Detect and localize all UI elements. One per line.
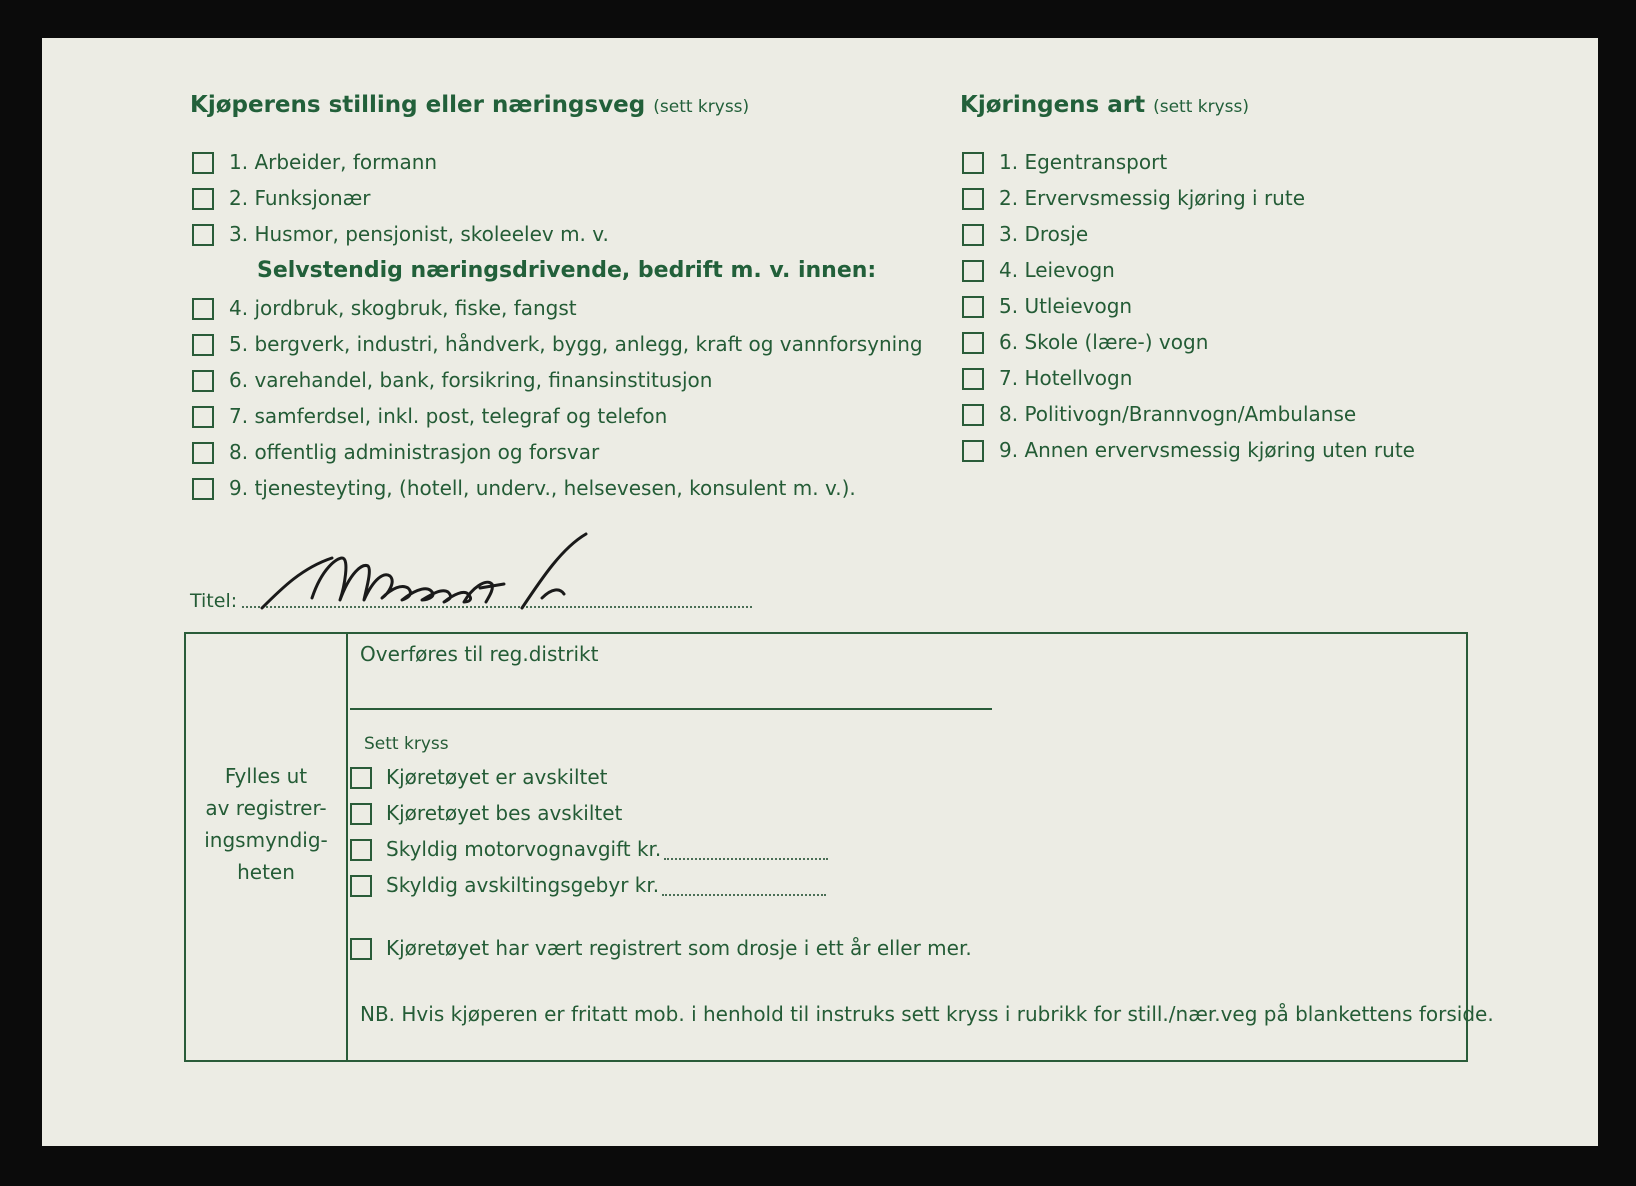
buyer-occupation-heading: [190, 92, 749, 118]
checkbox-varehandel[interactable]: [192, 370, 214, 392]
registration-side-label: [188, 760, 344, 888]
checkbox-avskiltingsgebyr[interactable]: [350, 875, 372, 897]
checkbox-drosje[interactable]: [962, 224, 984, 246]
checkbox-drosje-ett-ar[interactable]: [350, 938, 372, 960]
transfer-district-label: Overføres til reg.distrikt: [360, 642, 599, 666]
option-politivogn: 8. Politivogn/Brannvogn/Ambulanse: [999, 402, 1357, 426]
side-label-line-3: ingsmyndig-: [204, 828, 328, 852]
checkbox-jordbruk[interactable]: [192, 298, 214, 320]
titel-label: Titel:: [190, 590, 238, 612]
option-bes-avskiltet: Kjøretøyet bes avskiltet: [386, 801, 623, 825]
option-offentlig: 8. offentlig administrasjon og forsvar: [229, 440, 600, 464]
option-varehandel: 6. varehandel, bank, forsikring, finansinstitusjon: [229, 368, 713, 392]
option-rute: 2. Ervervsmessig kjøring i rute: [999, 186, 1305, 210]
checkbox-skolevogn[interactable]: [962, 332, 984, 354]
buyer-occupation-heading-note: (sett kryss): [653, 97, 750, 117]
checkbox-tjenesteyting[interactable]: [192, 478, 214, 500]
sett-kryss-label: Sett kryss: [364, 734, 449, 754]
motorvognavgift-amount-line[interactable]: [664, 858, 828, 860]
option-drosje-ett-ar: Kjøretøyet har vært registrert som drosje i ett år eller mer.: [386, 936, 972, 960]
registration-box: [184, 632, 1468, 1062]
driving-type-heading-text: Kjøringens art: [960, 92, 1146, 118]
registration-box-divider: [346, 632, 348, 1062]
handwritten-signature: [242, 528, 662, 618]
mobilization-note: NB. Hvis kjøperen er fritatt mob. i henhold til instruks sett kryss i rubrikk for still./nær.veg på blankettens forside.: [360, 1002, 1494, 1026]
option-leievogn: 4. Leievogn: [999, 258, 1115, 282]
transfer-district-line: [350, 708, 992, 710]
option-egentransport: 1. Egentransport: [999, 150, 1168, 174]
checkbox-motorvognavgift[interactable]: [350, 839, 372, 861]
option-annen-kjoring: 9. Annen ervervsmessig kjøring uten rute: [999, 438, 1415, 462]
checkbox-arbeider[interactable]: [192, 152, 214, 174]
checkbox-egentransport[interactable]: [962, 152, 984, 174]
option-husmor: 3. Husmor, pensjonist, skoleelev m. v.: [229, 222, 609, 246]
side-label-line-4: heten: [237, 860, 295, 884]
buyer-occupation-heading-text: Kjøperens stilling eller næringsveg: [190, 92, 646, 118]
checkbox-samferdsel[interactable]: [192, 406, 214, 428]
checkbox-funksjonaer[interactable]: [192, 188, 214, 210]
option-bergverk: 5. bergverk, industri, håndverk, bygg, anlegg, kraft og vannforsyning: [229, 332, 923, 356]
checkbox-hotellvogn[interactable]: [962, 368, 984, 390]
option-motorvognavgift: Skyldig motorvognavgift kr.: [386, 837, 662, 861]
driving-type-heading: [960, 92, 1249, 118]
form-page: [42, 38, 1598, 1146]
checkbox-leievogn[interactable]: [962, 260, 984, 282]
option-jordbruk: 4. jordbruk, skogbruk, fiske, fangst: [229, 296, 577, 320]
checkbox-rute[interactable]: [962, 188, 984, 210]
option-avskiltet: Kjøretøyet er avskiltet: [386, 765, 608, 789]
side-label-line-2: av registrer-: [205, 796, 327, 820]
option-drosje: 3. Drosje: [999, 222, 1089, 246]
checkbox-husmor[interactable]: [192, 224, 214, 246]
option-hotellvogn: 7. Hotellvogn: [999, 366, 1133, 390]
checkbox-avskiltet[interactable]: [350, 767, 372, 789]
checkbox-utleievogn[interactable]: [962, 296, 984, 318]
checkbox-bes-avskiltet[interactable]: [350, 803, 372, 825]
option-arbeider: 1. Arbeider, formann: [229, 150, 438, 174]
checkbox-politivogn[interactable]: [962, 404, 984, 426]
option-avskiltingsgebyr: Skyldig avskiltingsgebyr kr.: [386, 873, 660, 897]
option-funksjonaer: 2. Funksjonær: [229, 186, 371, 210]
checkbox-annen-kjoring[interactable]: [962, 440, 984, 462]
avskiltingsgebyr-amount-line[interactable]: [662, 894, 826, 896]
option-samferdsel: 7. samferdsel, inkl. post, telegraf og telefon: [229, 404, 668, 428]
side-label-line-1: Fylles ut: [224, 764, 308, 788]
option-utleievogn: 5. Utleievogn: [999, 294, 1133, 318]
driving-type-heading-note: (sett kryss): [1153, 97, 1250, 117]
option-tjenesteyting: 9. tjenesteyting, (hotell, underv., helsevesen, konsulent m. v.).: [229, 476, 856, 500]
checkbox-offentlig[interactable]: [192, 442, 214, 464]
self-employed-subheading: Selvstendig næringsdrivende, bedrift m. v. innen:: [257, 258, 877, 283]
option-skolevogn: 6. Skole (lære-) vogn: [999, 330, 1209, 354]
checkbox-bergverk[interactable]: [192, 334, 214, 356]
